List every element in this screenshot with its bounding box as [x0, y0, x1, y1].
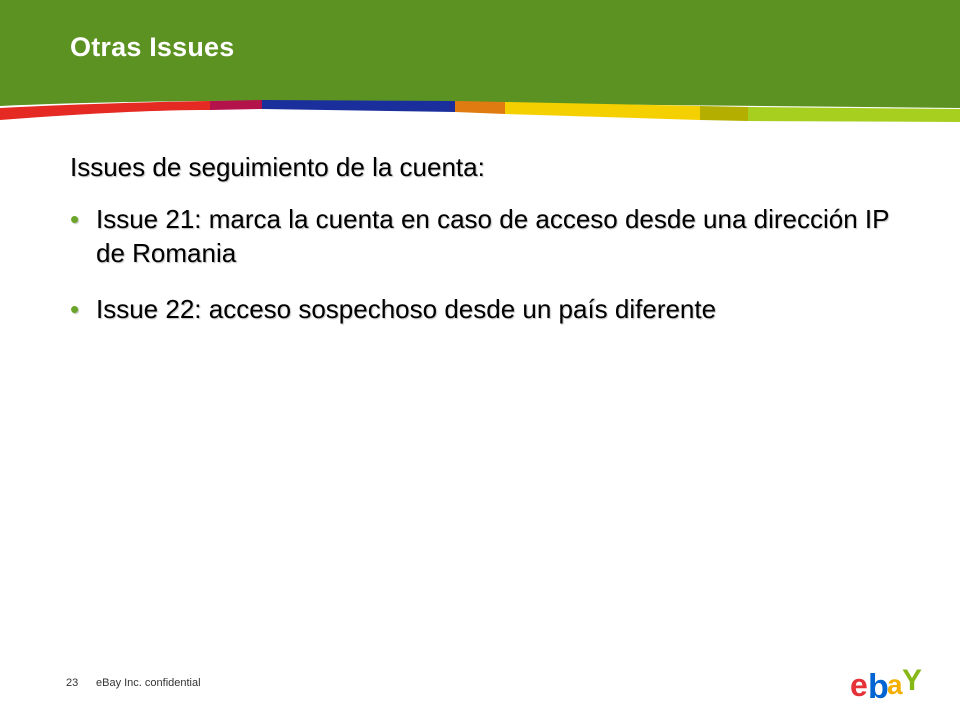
confidential-note: eBay Inc. confidential: [96, 677, 201, 689]
content-heading: Issues de seguimiento de la cuenta:: [70, 152, 485, 182]
bullet-dot-icon: •: [70, 204, 80, 234]
bullet-dot-icon: •: [70, 294, 80, 324]
slide-title: Otras Issues: [70, 32, 235, 62]
svg-text:Y: Y: [902, 664, 923, 697]
svg-text:e: e: [850, 667, 866, 702]
bullet-list: [70, 202, 910, 326]
svg-text:a: a: [887, 669, 903, 700]
bullet-text: Issue 21: marca la cuenta en caso de acceso desde una dirección IP de Romania: [96, 204, 890, 268]
svg-text:b: b: [868, 668, 889, 702]
bullet-item: [70, 202, 910, 270]
color-stripe: [0, 96, 960, 130]
page-number: 23: [66, 677, 79, 689]
bullet-text: Issue 22: acceso sospechoso desde un país diferente: [96, 294, 717, 324]
slide-content: [70, 150, 910, 348]
ebay-logo: [848, 660, 928, 702]
bullet-item: [70, 292, 910, 326]
